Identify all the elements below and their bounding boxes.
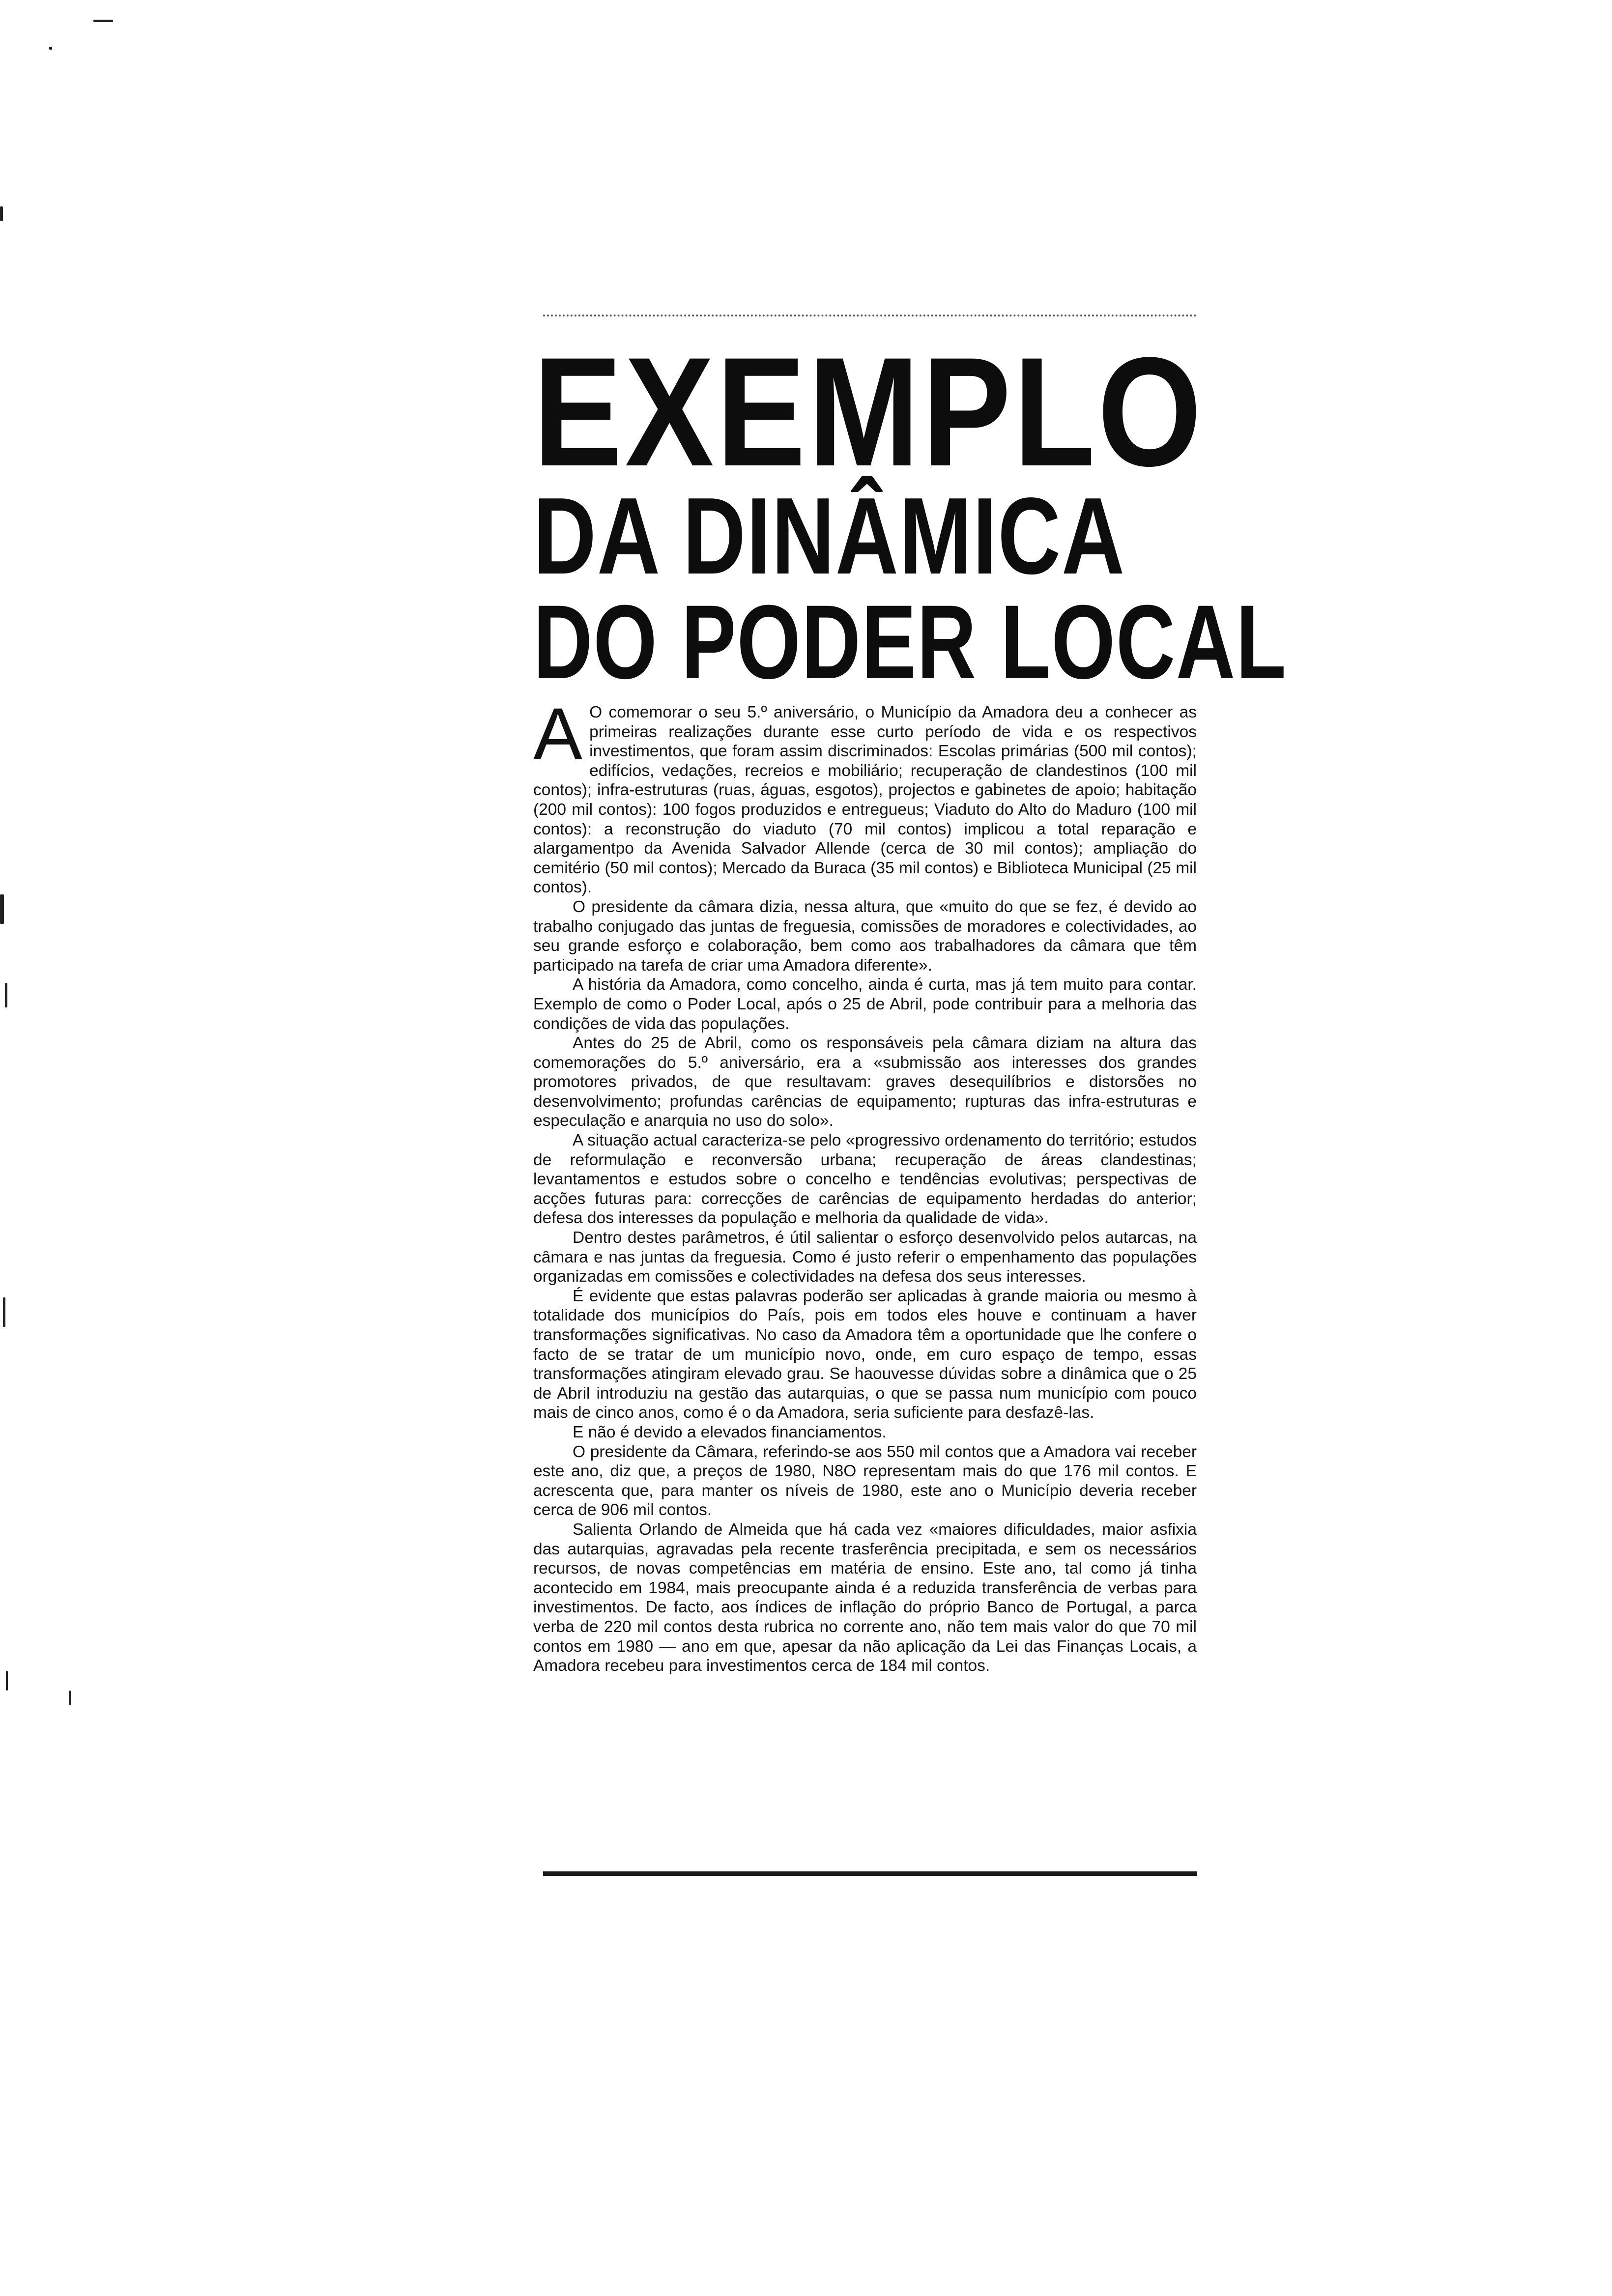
scan-speck [5,983,7,1007]
scan-speck [6,1671,8,1691]
paragraph-text: O comemorar o seu 5.º aniversário, o Município da Amadora deu a conhecer as primeiras realizações durante esse curto período de vida e os respectivos investimentos, que foram assim discriminados: Escolas primárias (500 mil contos); edifícios, vedações, recreios e mobiliário; recuperação de clandestinos (100 mil contos); infra-estruturas (ruas, águas, esgotos), projectos e gabinetes de apoio; habitação (200 mil contos): 100 fogos produzidos e entregueus; Viaduto do Alto do Maduro (100 mil contos): a reconstrução do viaduto (70 mil contos) implicou a total reparação e alargamentpo da Avenida Salvador Allende (cerca de 30 mil contos); ampliação do cemitério (50 mil contos); Mercado da Buraca (35 mil contos) e Biblioteca Municipal (25 mil contos). [533,703,1197,897]
scan-speck [0,894,4,924]
article-paragraph: E não é devido a elevados financiamentos. [573,1423,887,1441]
article-paragraph: A situação actual caracteriza-se pelo «progressivo ordenamento do território; estudos de reformulação e reconversão urbana; recuperação de áreas clandestinas; levantamentos e estudos sobre o concelho e tendências evolutivas; perspectivas de acções futuras para: correcções de carências de equipamento herdadas do anterior; defesa dos interesses da população e melhoria da qualidade de vida». [533,1131,1197,1228]
scan-speck [3,1297,5,1327]
drop-cap: A [533,692,583,775]
article-paragraph: Salienta Orlando de Almeida que há cada vez «maiores dificuldades, maior asfixia das autarquias, agravadas pela recente trasferência precipitada, e sem os necessários recursos, de novas competências em matéria de ensino. Este ano, tal como já tinha acontecido em 1984, mais preocupante ainda é a reduzida transferência de verbas para investimentos. De facto, aos índices de inflação do próprio Banco de Portugal, a parca verba de 220 mil contos desta rubrica no corrente ano, não tem mais valor do que 70 mil contos em 1980 — ano em que, apesar da não aplicação da Lei das Finanças Locais, a Amadora recebeu para investimentos cerca de 184 mil contos. [533,1520,1197,1675]
article-body [533,692,1197,1676]
headline-line-1: EXEMPLO [533,325,1204,498]
newspaper-clipping [533,315,1287,1877]
scan-speck [49,47,52,50]
article-paragraph: Dentro destes parâmetros, é útil salientar o esforço desenvolvido pelos autarcas, na câmara e nas juntas da freguesia. Como é justo referir o empenhamento das populações organizadas em comissões e colectividades na defesa dos seus interesses. [533,1229,1197,1286]
bottom-rule [543,1871,1197,1876]
article-paragraph: O presidente da Câmara, referindo-se aos 550 mil contos que a Amadora vai receber este ano, diz que, a preços de 1980, N8O representam mais do que 176 mil contos. E acrescenta que, para manter os níveis de 1980, este ano o Município deveria receber cerca de 906 mil contos. [533,1442,1197,1520]
scan-speck [93,20,113,22]
scan-speck [69,1691,71,1705]
article-paragraph: O presidente da câmara dizia, nessa altura, que «muito do que se fez, é devido ao trabalho conjugado das juntas de freguesia, comissões de moradores e colectividades, ao seu grande esforço e colaboração, bem como aos trabalhadores da câmara que têm participado na tarefa de criar uma Amadora diferente». [533,897,1197,975]
scan-speck [0,206,3,221]
article-paragraph: A história da Amadora, como concelho, ainda é curta, mas já tem muito para contar. Exemplo de como o Poder Local, após o 25 de Abril, pode contribuir para a melhoria das condições de vida das populações. [533,976,1197,1033]
headline-line-3: DO PODER LOCAL [533,583,1287,701]
top-rule [543,315,1197,321]
article-paragraph: Antes do 25 de Abril, como os responsáveis pela câmara diziam na altura das comemorações do 5.º aniversário, era a «submissão aos interesses dos grandes promotores privados, de que resultavam: graves desequilíbrios e distorsões no desenvolvimento; profundas carências de equipamento; rupturas das infra-estruturas e especulação e anarquia no uso do solo». [533,1034,1197,1130]
headline-line-2: DA DINÂMICA [533,475,1125,597]
article-paragraph: É evidente que estas palavras poderão ser aplicadas à grande maioria ou mesmo à totalidade dos municípios do País, pois em todos eles houve e continuam a haver transformações significativas. No caso da Amadora têm a oportunidade que lhe confere o facto de se tratar de um município novo, onde, em curo espaço de tempo, essas transformações atingiram elevado grau. Se haouvesse dúvidas sobre a dinâmica que o 25 de Abril introduziu na gestão das autarquias, o que se passa num município com pouco mais de cinco anos, como é o da Amadora, seria suficiente para desfazê-las. [533,1287,1197,1422]
article-paragraph [533,692,1197,897]
